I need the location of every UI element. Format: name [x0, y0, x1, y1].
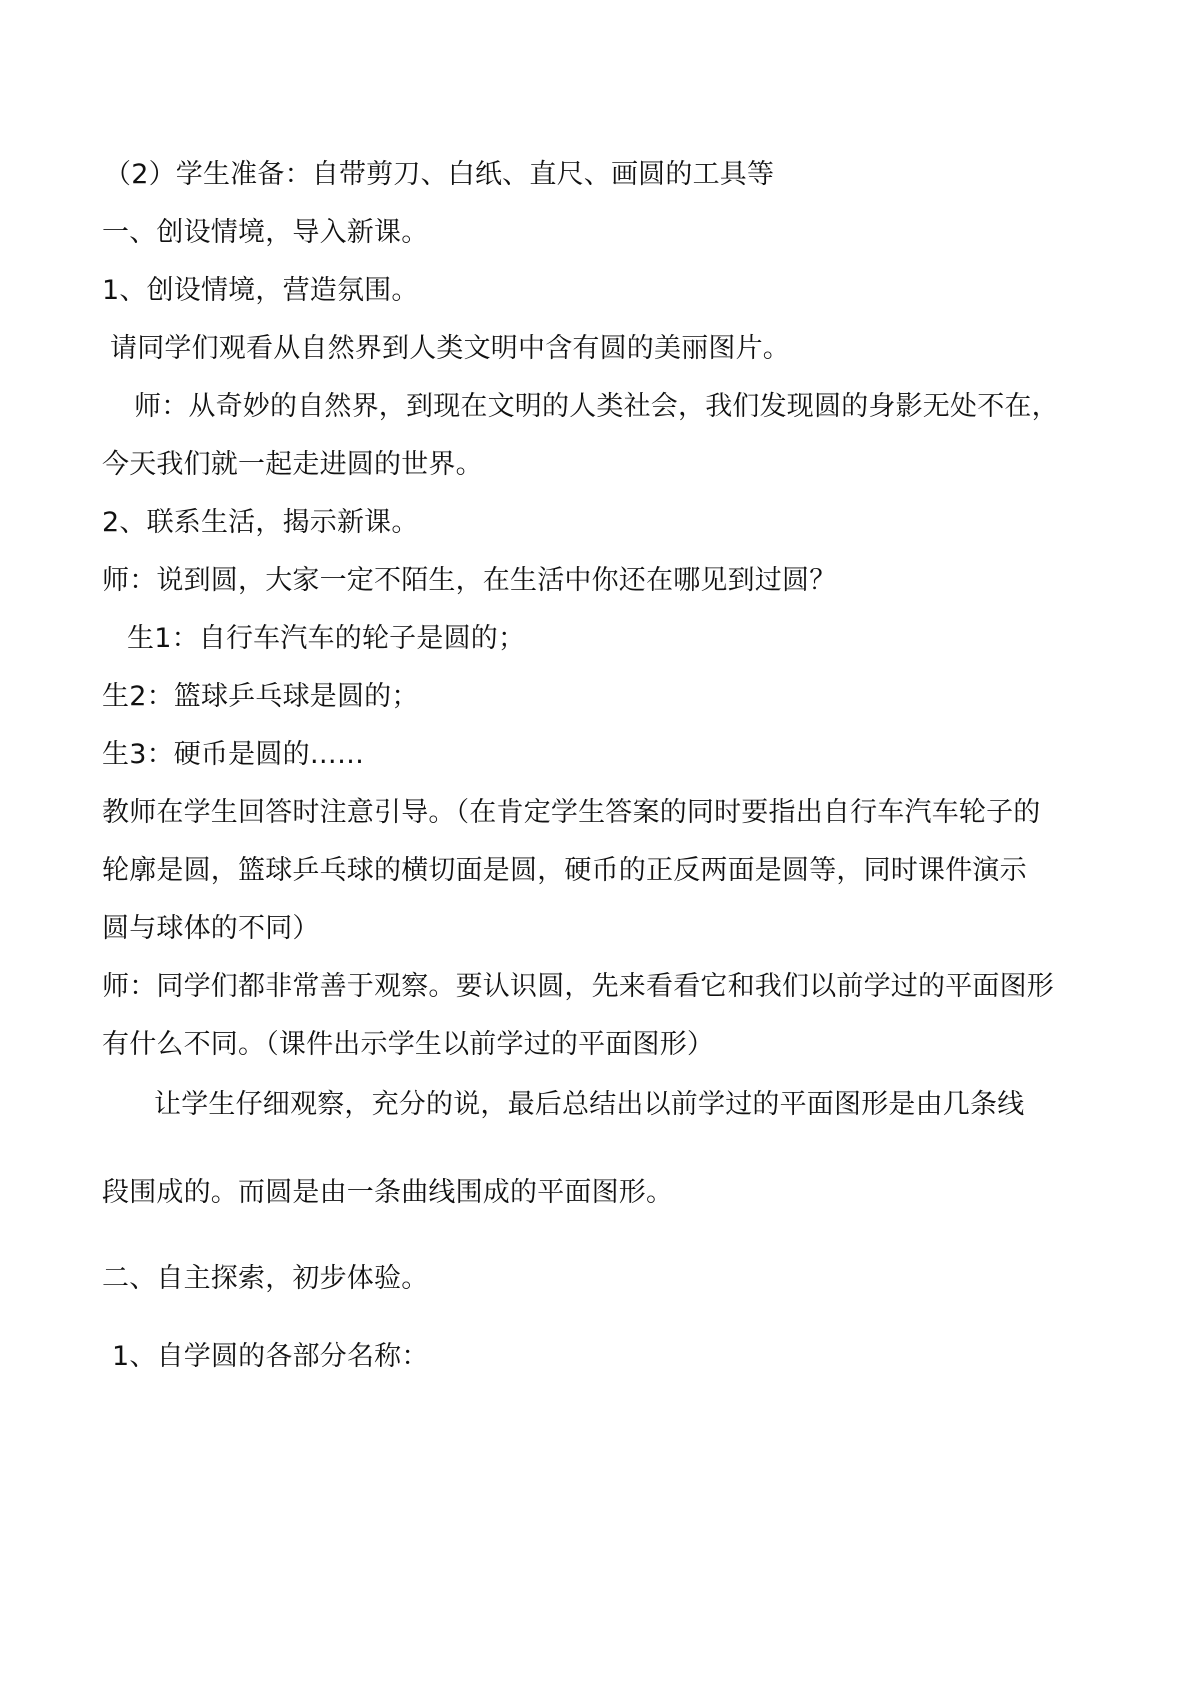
subheading-self-study: 1、自学圆的各部分名称： [112, 1341, 429, 1372]
student-answer-three: 生3：硬币是圆的…… [102, 739, 365, 770]
observation-summary-line-one: 让学生仔细观察，充分的说，最后总结出以前学过的平面图形是由几条线 [154, 1089, 1025, 1120]
teacher-guidance-line-two: 轮廓是圆，篮球乒乓球的横切面是圆，硬币的正反两面是圆等，同时课件演示 [102, 855, 1027, 886]
section-heading-two: 二、自主探索，初步体验。 [102, 1263, 429, 1294]
teacher-guidance-line-three: 圆与球体的不同） [102, 913, 320, 944]
teacher-line-nature: 师：从奇妙的自然界，到现在文明的人类社会，我们发现圆的身影无处不在， [134, 391, 1059, 422]
student-preparation-line: （2）学生准备：自带剪刀、白纸、直尺、画圆的工具等 [104, 159, 775, 190]
paragraph-view-pictures: 请同学们观看从自然界到人类文明中含有圆的美丽图片。 [110, 333, 790, 364]
teacher-line-world: 今天我们就一起走进圆的世界。 [102, 449, 483, 480]
teacher-question-line: 师：说到圆，大家一定不陌生，在生活中你还在哪见到过圆？ [102, 565, 837, 596]
teacher-observation-line-two: 有什么不同。（课件出示学生以前学过的平面图形） [102, 1029, 715, 1060]
subheading-life-connection: 2、联系生活，揭示新课。 [102, 507, 419, 538]
section-heading-one: 一、创设情境，导入新课。 [102, 217, 429, 248]
subheading-create-situation: 1、创设情境，营造氛围。 [102, 275, 419, 306]
teacher-guidance-line-one: 教师在学生回答时注意引导。（在肯定学生答案的同时要指出自行车汽车轮子的 [102, 797, 1041, 828]
observation-summary-line-two: 段围成的。而圆是由一条曲线围成的平面图形。 [102, 1177, 674, 1208]
student-answer-two: 生2：篮球乒乓球是圆的； [102, 681, 419, 712]
teacher-observation-line-one: 师：同学们都非常善于观察。要认识圆，先来看看它和我们以前学过的平面图形 [102, 971, 1054, 1002]
student-answer-one: 生1：自行车汽车的轮子是圆的； [127, 623, 526, 654]
